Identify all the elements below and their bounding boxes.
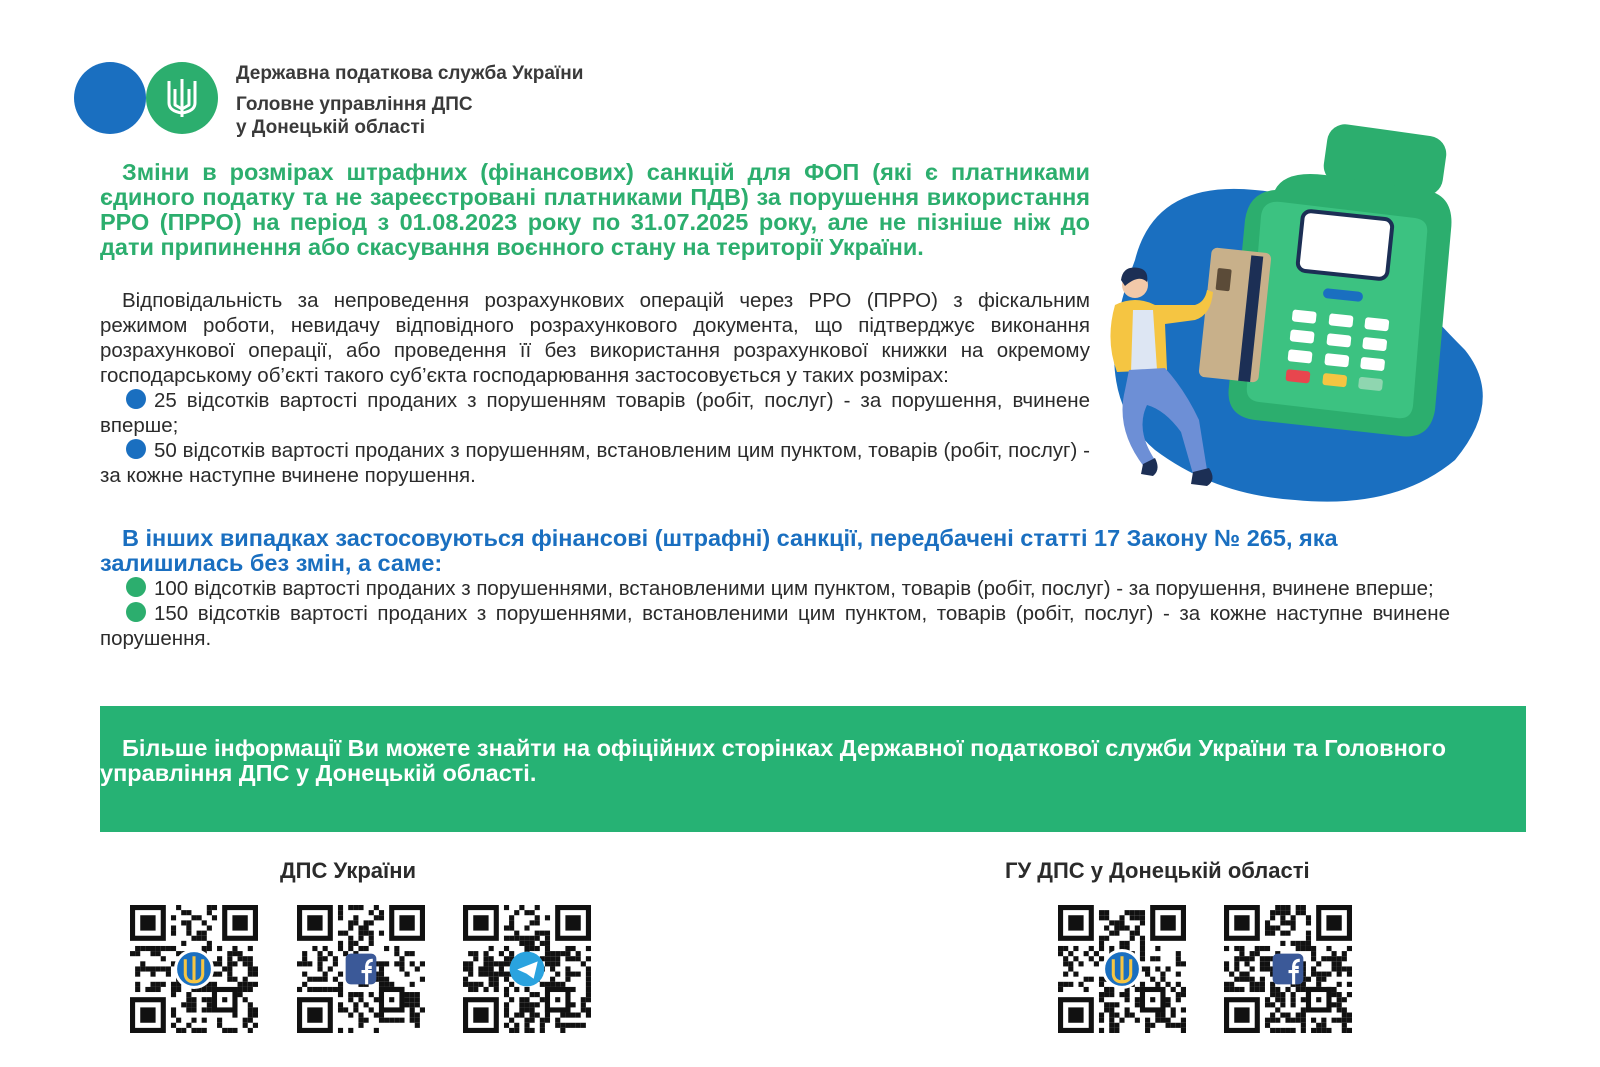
body-paragraph: Відповідальність за непроведення розрахункових операцій через РРО (ПРРО) з фіскальним режимом роботи, невидачу відповідного розрахункового документа, що підтверджує виконання розрахункової операції, або проведення її без використання розрахункової книжки на окремому господарському об’єкті такого суб’єкта господарювання застосовується у таких розмірах: [100,289,1090,387]
body-bullet-item [100,388,1090,438]
green-bullet-icon [126,602,146,622]
banner-text: Більше інформації Ви можете знайти на офіційних сторінках Державної податкової служби України та Головного управління ДПС у Донецькій області. [100,735,1446,786]
qr-code-donetsk-website[interactable] [1058,905,1186,1033]
facebook-icon [346,954,377,985]
blue-bullet-icon [126,389,146,409]
qr-code-donetsk-facebook[interactable] [1224,905,1352,1033]
info-banner [100,706,1526,832]
logo-blue-circle [74,62,146,134]
qr-code-dps-facebook[interactable] [297,905,425,1033]
org-line-1: Державна податкова служба України [236,63,584,84]
cash-register-illustration [1095,120,1515,520]
qr-title-donetsk: ГУ ДПС у Донецькій області [1005,858,1310,883]
terminal-icon [1198,122,1451,437]
bullet-text: 50 відсотків вартості проданих з порушенням, встановленим цим пунктом, товарів (робіт, послуг) - за кожне наступне вчинене порушення. [100,439,1090,487]
body-section [100,288,1090,488]
telegram-icon [510,952,545,987]
section-heading: В інших випадках застосовуються фінансові (штрафні) санкції, передбачені статті 17 Закону № 265, яка залишилась без змін, а саме: [100,525,1338,576]
bullet-text: 100 відсотків вартості проданих з порушеннями, встановленими цим пунктом, товарів (робіт, послуг) - за порушення, вчинене вперше; [154,577,1434,600]
section-bullet-item [100,601,1450,651]
green-bullet-icon [126,577,146,597]
trident-icon [176,951,213,988]
logo-green-circle [146,62,218,134]
bullet-text: 150 відсотків вартості проданих з порушеннями, встановленими цим пунктом, товарів (робіт, послуг) - за кожне наступне вчинене порушення. [100,602,1450,650]
facebook-icon [1273,954,1304,985]
bullet-text: 25 відсотків вартості проданих з порушенням товарів (робіт, послуг) - за порушення, вчинене вперше; [100,389,1090,437]
page-title: Зміни в розмірах штрафних (фінансових) санкцій для ФОП (які є платниками єдиного податку та не зареєстровані платниками ПДВ) за порушення використання РРО (ПРРО) на період з 01.08.2023 року по 31.07.2025 року, але не пізніше ніж до дати припинення або скасування воєнного стану на території України. [100,159,1090,260]
org-line-3: у Донецькій області [236,117,426,138]
other-cases-section [100,526,1450,651]
qr-code-dps-website[interactable] [130,905,258,1033]
body-bullet-item [100,438,1090,488]
organization-name [236,62,583,139]
blue-bullet-icon [126,439,146,459]
trident-icon [165,77,199,119]
org-line-2: Головне управління ДПС [236,94,473,115]
qr-code-dps-telegram[interactable] [463,905,591,1033]
trident-icon [1104,951,1141,988]
qr-title-dps-ukraine: ДПС України [280,858,417,883]
section-bullet-item [100,576,1450,601]
